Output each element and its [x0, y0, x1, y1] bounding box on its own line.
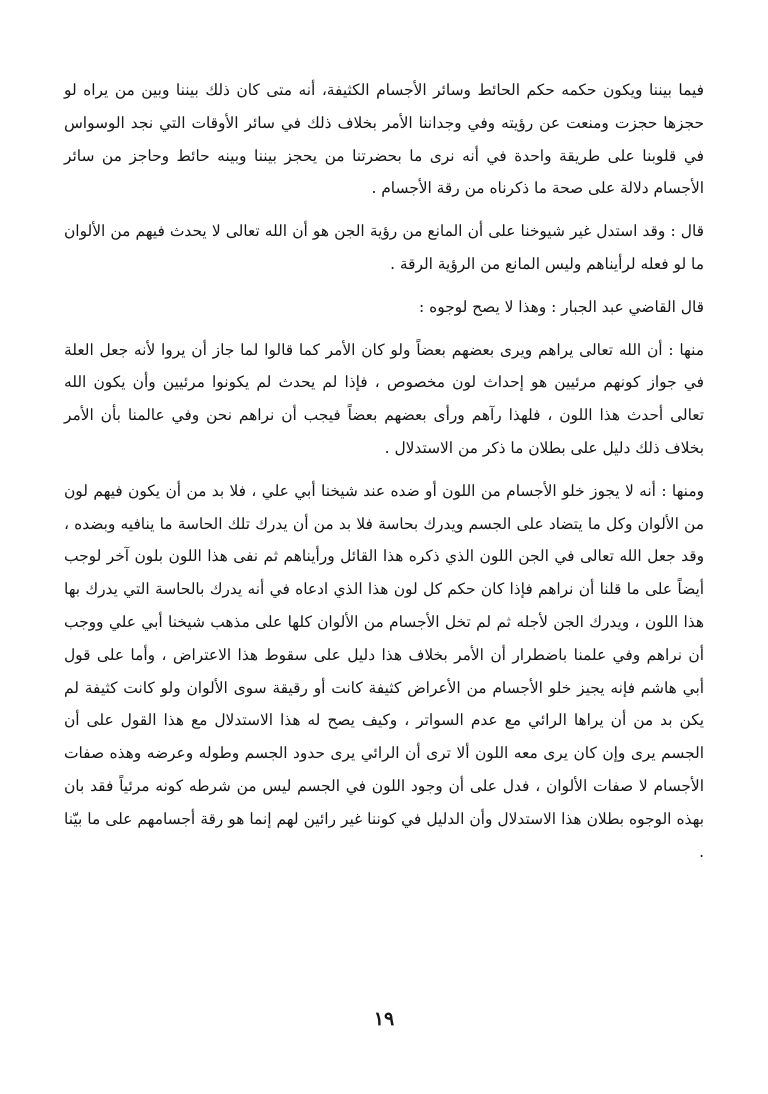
paragraph-wa-minha: ومنها : أنه لا يجوز خلو الأجسام من اللون أو ضده عند شيخنا أبي علي ، فلا بد من أن يكون فيهم لون من الألوان وكل ما يتضاد على الجسم ويدرك بحاسة فلا بد من أن يدرك تلك الحاسة ما ينافيه وبضده ، وقد جعل الله تعالى في الجن اللون الذي ذكره هذا القائل ورأيناهم ثم نفى هذا اللون بلون آخر لوجب أيضاً على ما قلنا أن نراهم فإذا كان حكم كل لون هذا الذي ادعاه في أنه يدرك بالحاسة التي يدرك بها هذا اللون ، ويدرك الجن لأجله ثم لم تخل الأجسام من الألوان كلها على مذهب شيخنا أبي علي ووجب أن نراهم وفي علمنا باضطرار أن الأمر بخلاف هذا دليل على سقوط هذا الاعتراض ، وأما على قول أبي هاشم فإنه يجيز خلو الأجسام من الأعراض كثيفة كانت أو رقيقة سوى الألوان ولو كانت كثيفة لم يكن بد من أن يراها الرائي مع عدم السواتر ، وكيف يصح له هذا الاستدلال مع هذا القول على أن الجسم يرى وإن كان يرى معه اللون ألا ترى أن الرائي يرى حدود الجسم وطوله وعرضه وهذه صفات الأجسام لا صفات الألوان ، فدل على أن وجود اللون في الجسم ليس من شرطه كونه مرئياً فقد بان بهذه الوجوه بطلان هذا الاستدلال وأن الدليل في كوننا غير رائين لهم إنما هو رقة أجسامهم على ما بيّنا .	[64, 481, 704, 861]
paragraph-continuation: فيما بيننا ويكون حكمه حكم الحائط وسائر الأجسام الكثيفة، أنه متى كان ذلك بيننا وبين من يراه لو حجزها حجزت ومنعت عن رؤيته وفي وجداننا الأمر بخلاف ذلك في سائر الأوقات التي نجد الوسواس في قلوبنا على طريقة واحدة في أنه نرى ما بحضرتنا من يحجز بيننا وبينه حائط وحاجز من سائر الأجسام دلالة على صحة ما ذكرناه من رقة الأجسام .	[64, 81, 704, 198]
paragraph-qala: قال : وقد استدل غير شيوخنا على أن المانع من رؤية الجن هو أن الله تعالى لا يحدث فيهم من الألوان ما لو فعله لرأيناهم وليس المانع من الرؤية الرقة .	[64, 222, 704, 273]
paragraph-minha: منها : أن الله تعالى يراهم ويرى بعضهم بعضاً ولو كان الأمر كما قالوا لما جاز أن يروا لأنه جعل العلة في جواز كونهم مرئيين هو إحداث لون مخصوص ، فإذا لم يحدث لم يكونوا مرئيين وأن يكون الله تعالى أحدث هذا اللون ، فلهذا رآهم ورأى بعضهم بعضاً فيجب أن نراهم نحن وفي عالمنا بأن الأمر بخلاف ذلك دليل على بطلان ما ذكر من الاستدلال .	[64, 340, 704, 457]
paragraph-qadi: قال القاضي عبد الجبار : وهذا لا يصح لوجوه :	[419, 297, 704, 316]
page-number: ١٩	[373, 1008, 395, 1030]
